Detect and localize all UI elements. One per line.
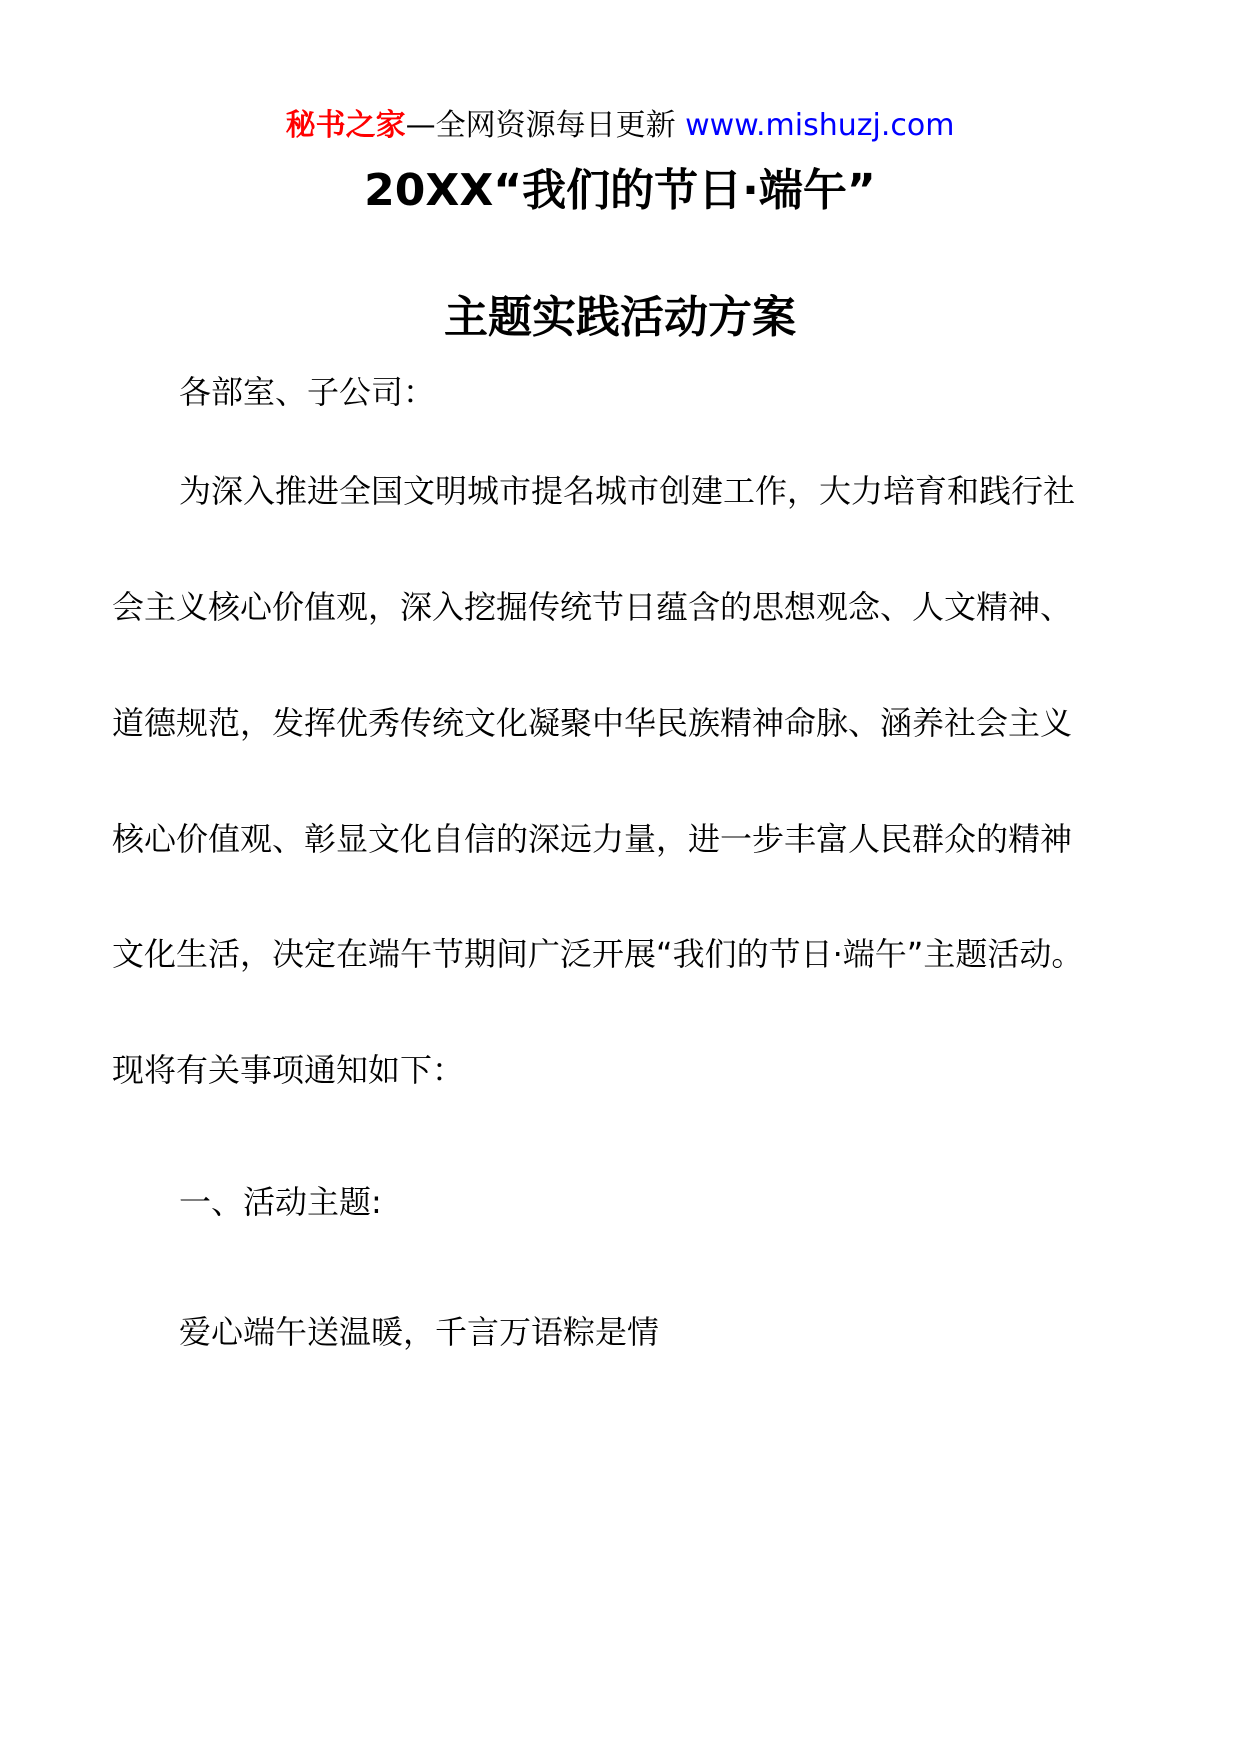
site-header (0, 106, 1240, 146)
document-title-line-2: 主题实践活动方案 (444, 292, 796, 343)
intro-line: 核心价值观、彰显文化自信的深远力量，进一步丰富人民群众的精神 (112, 820, 1073, 858)
intro-line: 为深入推进全国文明城市提名城市创建工作，大力培育和践行社 (179, 472, 1076, 510)
brand-name: 秘书之家 (285, 108, 406, 143)
intro-line: 会主义核心价值观，深入挖掘传统节日蕴含的思想观念、人文精神、 (112, 588, 1073, 626)
document-title-line-1: 20XX“我们的节日·端午” (364, 165, 876, 216)
intro-line: 文化生活，决定在端午节期间广泛开展“我们的节日·端午”主题活动。 (112, 935, 1084, 973)
intro-line: 现将有关事项通知如下： (112, 1051, 465, 1089)
section-text: 爱心端午送温暖，千言万语粽是情 (179, 1313, 660, 1351)
section-heading: 一、活动主题: (179, 1183, 382, 1221)
header-tagline: —全网资源每日更新 (405, 108, 676, 143)
site-url-link[interactable]: www.mishuzj.com (685, 108, 955, 143)
salutation: 各部室、子公司： (179, 373, 436, 411)
intro-line: 道德规范，发挥优秀传统文化凝聚中华民族精神命脉、涵养社会主义 (112, 704, 1073, 742)
